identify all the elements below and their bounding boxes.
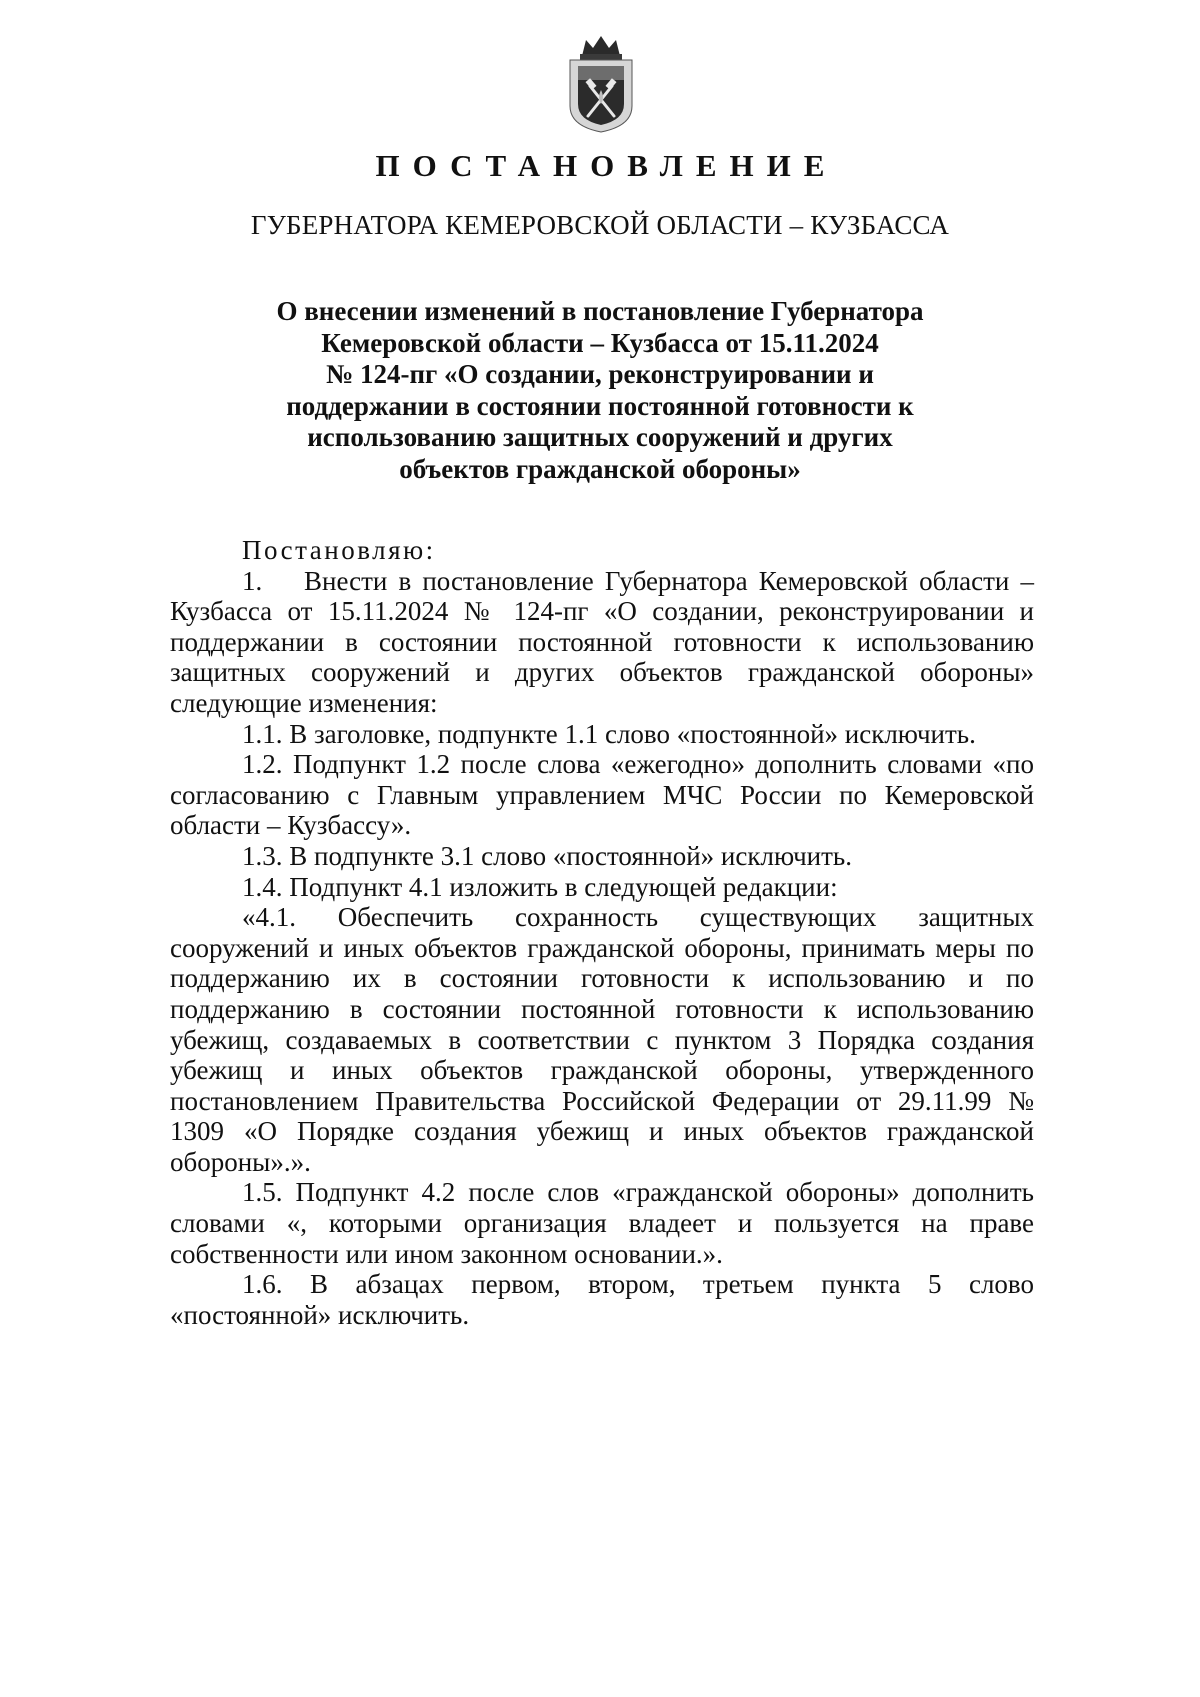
resolve-line: Постановляю:: [242, 535, 436, 565]
document-body: [170, 535, 1034, 1330]
document-type-heading: ПОСТАНОВЛЕНИЕ: [375, 148, 838, 183]
item-1-text: Внести в постановление Губернатора Кемеровской области – Кузбасса от 15.11.2024 № 124-пг «О создании, реконструировании и поддержании в состоянии постоянной готовности к использованию защитных сооружений и других объектов гражданской обороны» следующие изменения:: [170, 565, 1034, 718]
subitem-1-1: 1.1. В заголовке, подпункте 1.1 слово «постоянной» исключить.: [242, 718, 976, 749]
subitem-1-6: 1.6. В абзацах первом, втором, третьем пункта 5 слово «постоянной» исключить.: [170, 1269, 1034, 1330]
subject-line: поддержании в состоянии постоянной готовности к: [286, 390, 914, 421]
item-1-number: 1.: [242, 565, 263, 596]
subitem-1-4: 1.4. Подпункт 4.1 изложить в следующей редакции:: [242, 871, 838, 902]
subitem-1-3: 1.3. В подпункте 3.1 слово «постоянной» исключить.: [242, 840, 852, 871]
subitem-1-5: 1.5. Подпункт 4.2 после слов «гражданской обороны» дополнить словами «, которыми организация владеет и пользуется на праве собственности или ином законном основании.».: [170, 1177, 1034, 1269]
document-subject: [250, 296, 950, 485]
subject-line: Кемеровской области – Кузбасса от 15.11.2024: [321, 327, 879, 358]
subitem-1-2: 1.2. Подпункт 1.2 после слова «ежегодно» дополнить словами «по согласованию с Главным управлением МЧС России по Кемеровской области – Кузбассу».: [170, 749, 1034, 841]
subitem-1-4-quote: «4.1. Обеспечить сохранность существующих защитных сооружений и иных объектов гражданской обороны, принимать меры по поддержанию их в состоянии готовности к использованию и по поддержанию в состоянии постоянной готовности к использованию убежищ, создаваемых в соответствии с пунктом 3 Порядка создания убежищ и иных объектов гражданской обороны, утвержденного постановлением Правительства Российской Федерации от 29.11.99 № 1309 «О Порядке создания убежищ и иных объектов гражданской обороны».».: [170, 902, 1034, 1177]
subject-line: объектов гражданской обороны»: [399, 453, 801, 484]
item-1-paragraph: [170, 566, 1034, 719]
coat-of-arms-icon: [564, 34, 638, 134]
subject-line: № 124-пг «О создании, реконструировании и: [326, 359, 874, 389]
subject-line: О внесении изменений в постановление Губернатора: [276, 296, 924, 326]
subject-line: использованию защитных сооружений и других: [307, 422, 893, 452]
issuer-line: ГУБЕРНАТОРА КЕМЕРОВСКОЙ ОБЛАСТИ – КУЗБАССА: [250, 210, 950, 240]
